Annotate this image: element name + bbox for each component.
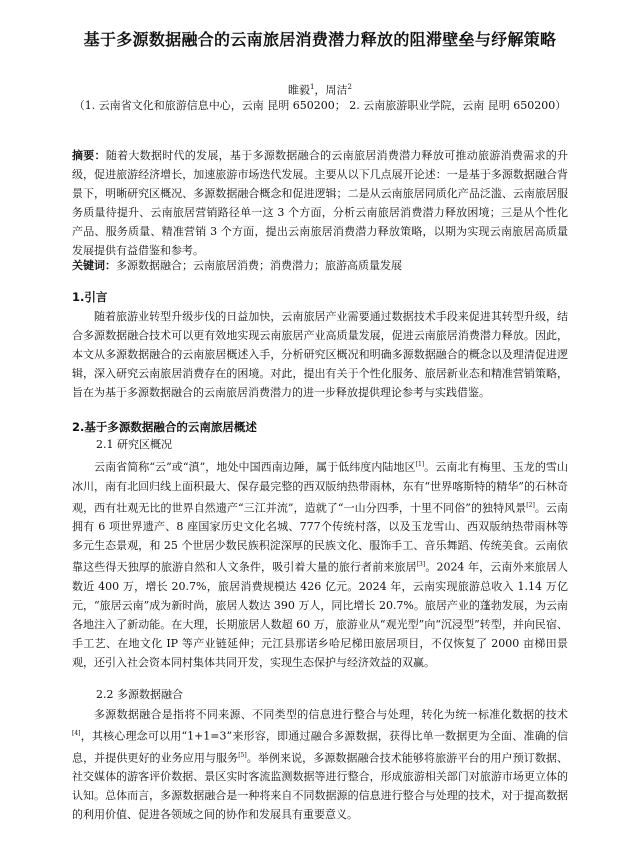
citation-mark[interactable]: [4] bbox=[72, 730, 81, 737]
keywords bbox=[72, 256, 568, 275]
paragraph-text: 。云南北有梅里、玉龙的雪山冰川，南有北回归线上面积最大、保存最完整的西双版纳热带雨林，东有“世界喀斯特的精华”的石林奇观，西有壮观无比的世界自然遗产“三江并流”，造就了“一山分四季，十里不同俗”的独特风景 bbox=[72, 460, 568, 515]
section-2-2-paragraph bbox=[72, 705, 568, 824]
paragraph-text: 云南省简称“云”或“滇”，地处中国西南边陲，属于低纬度内陆地区 bbox=[94, 460, 416, 474]
author-name: 周洁 bbox=[325, 83, 348, 97]
author-affil-mark: 1 bbox=[310, 83, 315, 91]
author-separator: ， bbox=[314, 83, 326, 97]
abstract bbox=[72, 146, 568, 260]
author-line bbox=[0, 80, 640, 98]
subsection-heading-2-2: 2.2 多源数据融合 bbox=[96, 688, 183, 701]
paper-title: 基于多源数据融合的云南旅居消费潜力释放的阻滞壁垒与纾解策略 bbox=[83, 30, 557, 49]
citation-mark[interactable]: [1] bbox=[415, 461, 425, 468]
abstract-label: 摘要： bbox=[72, 149, 106, 162]
paragraph-text: 。2024 年，云南外来旅居人数近 400 万，增长 20.7%，旅居消费规模达 426 亿元。2024 年，云南实现旅游总收入 1.14 万亿元，“旅居云南”成为新时尚，旅居人数达 390 万人，同比增长 20.7%。旅居产业的蓬勃发展，为云南各地注入了新动能。在大理，长期旅居人数超 60 万，旅游业从“观光型”向“沉浸型”转型，并向民宿、手工艺、在地文化 IP 等产业链延伸；元江县那诺乡哈尼梯田旅居项目，不仅恢复了 2000 亩梯田景观，还引入社会资本同村集体共同开发，实现生态保护与经济效益的双赢。 bbox=[72, 560, 569, 669]
paragraph-text: ，其核心理念可以用“1+1=3”来形容，即通过融合多源数据，获得比单一数据更为全面、准确的信息，并提供更好的业务应用与服务 bbox=[72, 729, 568, 765]
subsection-heading-2-1: 2.1 研究区概况 bbox=[96, 438, 172, 451]
section-1-paragraph: 随着旅游业转型升级步伐的日益加快，云南旅居产业需要通过数据技术手段来促进其转型升级，结合多源数据融合技术可以更有效地实现云南旅居产业高质量发展，促进云南旅居消费潜力释放。因此，本文从多源数据融合的云南旅居概述入手，分析研究区概况和明确多源数据融合的概念以及理清促进逻辑，深入研究云南旅居消费存在的困境。对此，提出有关于个性化服务、旅居新业态和精准营销策略，旨在为基于多源数据融合的云南旅居消费潜力的进一步释放提供理论参考与实践借鉴。 bbox=[72, 310, 568, 399]
abstract-text: 随着大数据时代的发展，基于多源数据融合的云南旅居消费潜力释放可推动旅游消费需求的升级，促进旅游经济增长，加速旅游市场迭代发展。主要从以下几点展开论述：一是基于多源数据融合背景下，明晰研究区概况、多源数据融合概念和促进逻辑；二是从云南旅居同质化产品泛滥、云南旅居服务质量待提升、云南旅居营销路径单一这 3 个方面，分析云南旅居消费潜力释放困境；三是从个性化产品、服务质量、精准营销 3 个方面，提出云南旅居消费潜力释放策略，以期为实现云南旅居高质量发展提供有益借鉴和参考。 bbox=[72, 149, 569, 257]
section-heading-2: 2.基于多源数据融合的云南旅居概述 bbox=[72, 420, 257, 434]
citation-mark[interactable]: [2] bbox=[526, 501, 535, 509]
author-affil-mark: 2 bbox=[347, 83, 352, 91]
citation-mark[interactable]: [5] bbox=[238, 751, 247, 759]
citation-mark[interactable]: [3] bbox=[416, 561, 426, 569]
section-2-1-paragraph bbox=[72, 455, 568, 672]
paragraph-text: 。举例来说，多源数据融合技术能够将旅游平台的用户预订数据、社交媒体的游客评价数据、景区实时客流监测数据等进行整合，形成旅游相关部门对旅游市场更立体的认知。总体而言，多源数据融合是一种将来自不同数据源的信息进行整合与处理的技术，对于提高数据的利用价值、促进各领域之间的协作和发展具有重要意义。 bbox=[72, 751, 569, 822]
section-heading-1: 1.引言 bbox=[72, 290, 108, 304]
author-name: 睢毅 bbox=[288, 83, 311, 97]
paragraph-text: 多源数据融合是指将不同来源、不同类型的信息进行整合与处理，转化为统一标准化数据的技术 bbox=[94, 708, 568, 721]
paragraph-text: 。云南拥有 6 项世界遗产、8 座国家历史文化名城、777个传统村落，以及玉龙雪山、西双版纳热带雨林等多元生态景观，和 25 个世居少数民族积淀深厚的民族文化、服饰手工、音乐舞蹈、传统美食。云南依靠这些得天独厚的旅游自然和人文条件，吸引着大量的旅行者前来旅居 bbox=[72, 501, 568, 574]
keywords-label: 关键词： bbox=[72, 259, 116, 272]
affiliations: （1. 云南省文化和旅游信息中心，云南 昆明 650200； 2. 云南旅游职业学院，云南 昆明 650200） bbox=[73, 99, 567, 112]
keywords-text: 多源数据融合；云南旅居消费；消费潜力；旅游高质量发展 bbox=[116, 259, 402, 272]
